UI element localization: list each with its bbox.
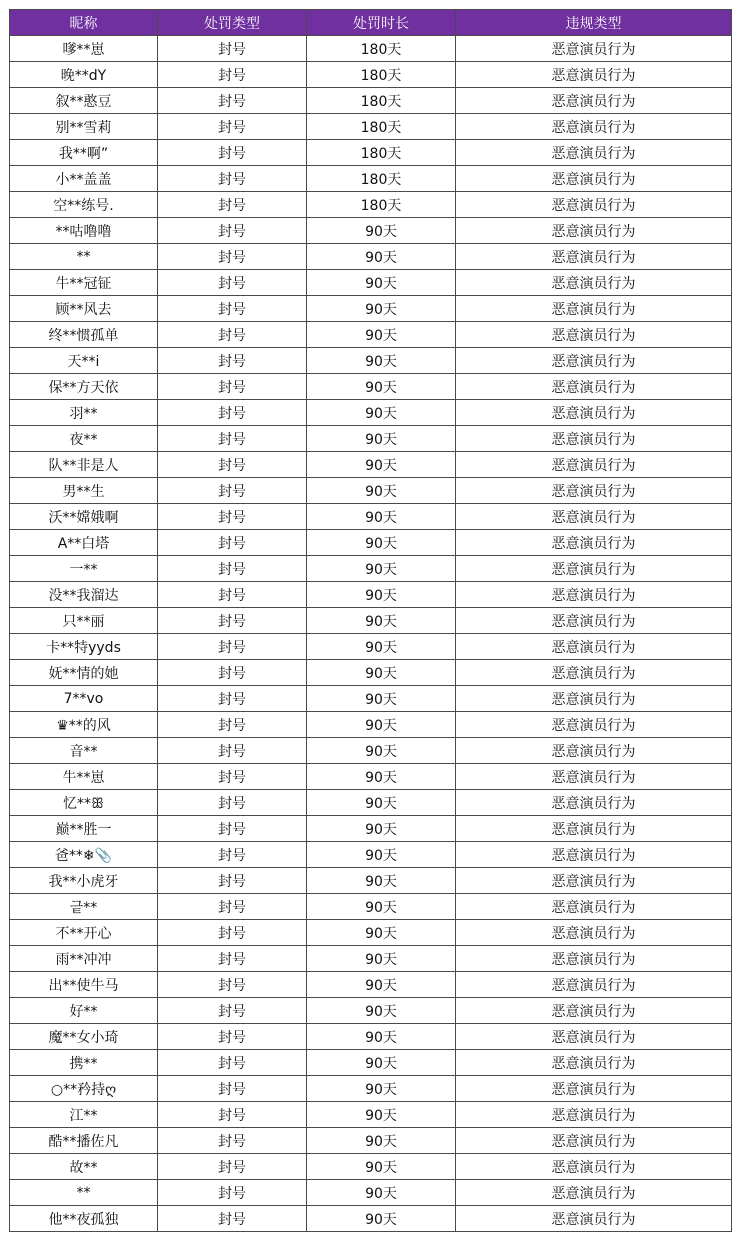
cell-penalty-duration: 90天 bbox=[307, 582, 456, 608]
cell-nickname: 别**雪莉 bbox=[10, 114, 158, 140]
cell-penalty-type: 封号 bbox=[158, 452, 307, 478]
cell-penalty-type: 封号 bbox=[158, 946, 307, 972]
table-row bbox=[10, 1206, 732, 1232]
cell-violation-type: 恶意演员行为 bbox=[456, 62, 732, 88]
cell-violation-type: 恶意演员行为 bbox=[456, 36, 732, 62]
cell-penalty-type: 封号 bbox=[158, 140, 307, 166]
header-violation-type: 违规类型 bbox=[456, 10, 732, 36]
cell-violation-type: 恶意演员行为 bbox=[456, 946, 732, 972]
table-row bbox=[10, 842, 732, 868]
cell-penalty-type: 封号 bbox=[158, 218, 307, 244]
cell-violation-type: 恶意演员行为 bbox=[456, 322, 732, 348]
cell-penalty-type: 封号 bbox=[158, 114, 307, 140]
header-penalty-duration: 处罚时长 bbox=[307, 10, 456, 36]
cell-violation-type: 恶意演员行为 bbox=[456, 166, 732, 192]
cell-violation-type: 恶意演员行为 bbox=[456, 244, 732, 270]
table-row bbox=[10, 790, 732, 816]
cell-penalty-type: 封号 bbox=[158, 88, 307, 114]
cell-nickname: 羽** bbox=[10, 400, 158, 426]
cell-penalty-duration: 90天 bbox=[307, 296, 456, 322]
cell-nickname: 酷**播佐凡 bbox=[10, 1128, 158, 1154]
cell-penalty-type: 封号 bbox=[158, 270, 307, 296]
cell-nickname: A**白塔 bbox=[10, 530, 158, 556]
table-row bbox=[10, 1024, 732, 1050]
cell-penalty-duration: 90天 bbox=[307, 348, 456, 374]
table-row bbox=[10, 712, 732, 738]
cell-penalty-duration: 90天 bbox=[307, 738, 456, 764]
cell-nickname: 空**练号. bbox=[10, 192, 158, 218]
table-row bbox=[10, 920, 732, 946]
cell-penalty-duration: 90天 bbox=[307, 1024, 456, 1050]
cell-penalty-type: 封号 bbox=[158, 400, 307, 426]
cell-penalty-type: 封号 bbox=[158, 478, 307, 504]
cell-nickname: 卡**特yyds bbox=[10, 634, 158, 660]
cell-nickname: **咕噜噜 bbox=[10, 218, 158, 244]
cell-penalty-duration: 180天 bbox=[307, 88, 456, 114]
cell-nickname: 他**夜孤独 bbox=[10, 1206, 158, 1232]
cell-penalty-duration: 90天 bbox=[307, 1050, 456, 1076]
cell-penalty-duration: 90天 bbox=[307, 1154, 456, 1180]
cell-penalty-duration: 180天 bbox=[307, 62, 456, 88]
cell-penalty-duration: 90天 bbox=[307, 322, 456, 348]
cell-violation-type: 恶意演员行为 bbox=[456, 790, 732, 816]
table-row bbox=[10, 36, 732, 62]
cell-penalty-type: 封号 bbox=[158, 634, 307, 660]
table-row bbox=[10, 1102, 732, 1128]
cell-nickname: ♛**的风 bbox=[10, 712, 158, 738]
table-row bbox=[10, 608, 732, 634]
cell-nickname: 晚**dY bbox=[10, 62, 158, 88]
cell-penalty-duration: 90天 bbox=[307, 634, 456, 660]
cell-nickname: 队**非是人 bbox=[10, 452, 158, 478]
cell-violation-type: 恶意演员行为 bbox=[456, 426, 732, 452]
table-row bbox=[10, 894, 732, 920]
cell-violation-type: 恶意演员行为 bbox=[456, 894, 732, 920]
cell-nickname: 小**盖盖 bbox=[10, 166, 158, 192]
cell-penalty-type: 封号 bbox=[158, 894, 307, 920]
cell-violation-type: 恶意演员行为 bbox=[456, 582, 732, 608]
cell-violation-type: 恶意演员行为 bbox=[456, 218, 732, 244]
cell-violation-type: 恶意演员行为 bbox=[456, 270, 732, 296]
cell-nickname: 叙**憨豆 bbox=[10, 88, 158, 114]
cell-nickname: 携** bbox=[10, 1050, 158, 1076]
cell-penalty-duration: 180天 bbox=[307, 166, 456, 192]
cell-penalty-duration: 90天 bbox=[307, 868, 456, 894]
cell-penalty-type: 封号 bbox=[158, 556, 307, 582]
cell-nickname: 江** bbox=[10, 1102, 158, 1128]
cell-nickname: 夜** bbox=[10, 426, 158, 452]
cell-penalty-type: 封号 bbox=[158, 1050, 307, 1076]
cell-violation-type: 恶意演员行为 bbox=[456, 556, 732, 582]
table-row bbox=[10, 322, 732, 348]
header-nickname: 昵称 bbox=[10, 10, 158, 36]
table-row bbox=[10, 426, 732, 452]
cell-penalty-type: 封号 bbox=[158, 920, 307, 946]
cell-penalty-type: 封号 bbox=[158, 816, 307, 842]
table-body bbox=[10, 36, 732, 1232]
cell-nickname: 긑** bbox=[10, 894, 158, 920]
cell-penalty-type: 封号 bbox=[158, 426, 307, 452]
cell-nickname: 爸**❄📎 bbox=[10, 842, 158, 868]
cell-violation-type: 恶意演员行为 bbox=[456, 478, 732, 504]
cell-penalty-type: 封号 bbox=[158, 764, 307, 790]
cell-violation-type: 恶意演员行为 bbox=[456, 452, 732, 478]
table-row bbox=[10, 1076, 732, 1102]
table-row bbox=[10, 452, 732, 478]
cell-nickname: 雨**冲冲 bbox=[10, 946, 158, 972]
cell-penalty-type: 封号 bbox=[158, 36, 307, 62]
cell-violation-type: 恶意演员行为 bbox=[456, 1076, 732, 1102]
cell-penalty-type: 封号 bbox=[158, 582, 307, 608]
cell-penalty-type: 封号 bbox=[158, 192, 307, 218]
table-row bbox=[10, 738, 732, 764]
cell-penalty-duration: 90天 bbox=[307, 1206, 456, 1232]
cell-penalty-duration: 90天 bbox=[307, 374, 456, 400]
cell-nickname: 我**小虎牙 bbox=[10, 868, 158, 894]
penalty-table-container bbox=[9, 9, 731, 1232]
cell-penalty-type: 封号 bbox=[158, 686, 307, 712]
table-row bbox=[10, 816, 732, 842]
cell-violation-type: 恶意演员行为 bbox=[456, 348, 732, 374]
cell-penalty-type: 封号 bbox=[158, 790, 307, 816]
table-row bbox=[10, 270, 732, 296]
cell-penalty-duration: 90天 bbox=[307, 946, 456, 972]
table-row bbox=[10, 1128, 732, 1154]
cell-nickname: 嗲**崽 bbox=[10, 36, 158, 62]
cell-nickname: 天**i bbox=[10, 348, 158, 374]
cell-violation-type: 恶意演员行为 bbox=[456, 738, 732, 764]
table-row bbox=[10, 296, 732, 322]
table-row bbox=[10, 582, 732, 608]
cell-penalty-type: 封号 bbox=[158, 998, 307, 1024]
table-row bbox=[10, 88, 732, 114]
cell-penalty-type: 封号 bbox=[158, 530, 307, 556]
cell-penalty-type: 封号 bbox=[158, 62, 307, 88]
cell-violation-type: 恶意演员行为 bbox=[456, 1154, 732, 1180]
cell-nickname: 牛**冠钲 bbox=[10, 270, 158, 296]
cell-nickname: 保**方天依 bbox=[10, 374, 158, 400]
cell-penalty-type: 封号 bbox=[158, 660, 307, 686]
cell-penalty-duration: 90天 bbox=[307, 1128, 456, 1154]
table-row bbox=[10, 166, 732, 192]
table-row bbox=[10, 140, 732, 166]
cell-violation-type: 恶意演员行为 bbox=[456, 530, 732, 556]
cell-nickname: 忆**ꕥ bbox=[10, 790, 158, 816]
table-header-row bbox=[10, 10, 732, 36]
cell-nickname: 巅**胜一 bbox=[10, 816, 158, 842]
cell-violation-type: 恶意演员行为 bbox=[456, 972, 732, 998]
cell-nickname: 不**开心 bbox=[10, 920, 158, 946]
cell-penalty-type: 封号 bbox=[158, 738, 307, 764]
cell-violation-type: 恶意演员行为 bbox=[456, 816, 732, 842]
table-row bbox=[10, 998, 732, 1024]
table-row bbox=[10, 946, 732, 972]
cell-violation-type: 恶意演员行为 bbox=[456, 296, 732, 322]
cell-penalty-duration: 90天 bbox=[307, 998, 456, 1024]
cell-violation-type: 恶意演员行为 bbox=[456, 374, 732, 400]
cell-penalty-duration: 90天 bbox=[307, 530, 456, 556]
cell-nickname: 终**惯孤单 bbox=[10, 322, 158, 348]
cell-nickname: ○**矜持ღ bbox=[10, 1076, 158, 1102]
table-row bbox=[10, 374, 732, 400]
cell-nickname: 出**使牛马 bbox=[10, 972, 158, 998]
cell-violation-type: 恶意演员行为 bbox=[456, 504, 732, 530]
cell-nickname: 男**生 bbox=[10, 478, 158, 504]
cell-penalty-type: 封号 bbox=[158, 1102, 307, 1128]
cell-penalty-duration: 90天 bbox=[307, 920, 456, 946]
cell-nickname: 魔**女小琦 bbox=[10, 1024, 158, 1050]
cell-penalty-duration: 90天 bbox=[307, 608, 456, 634]
cell-penalty-duration: 180天 bbox=[307, 192, 456, 218]
cell-penalty-type: 封号 bbox=[158, 1024, 307, 1050]
cell-violation-type: 恶意演员行为 bbox=[456, 1102, 732, 1128]
table-row bbox=[10, 556, 732, 582]
cell-violation-type: 恶意演员行为 bbox=[456, 192, 732, 218]
cell-penalty-duration: 90天 bbox=[307, 400, 456, 426]
cell-nickname: 顾**风去 bbox=[10, 296, 158, 322]
cell-nickname: 7**vo bbox=[10, 686, 158, 712]
cell-nickname: 牛**崽 bbox=[10, 764, 158, 790]
cell-penalty-duration: 90天 bbox=[307, 686, 456, 712]
table-row bbox=[10, 192, 732, 218]
cell-penalty-duration: 90天 bbox=[307, 972, 456, 998]
cell-penalty-type: 封号 bbox=[158, 608, 307, 634]
table-row bbox=[10, 244, 732, 270]
cell-nickname: 一** bbox=[10, 556, 158, 582]
cell-nickname: ** bbox=[10, 244, 158, 270]
table-row bbox=[10, 686, 732, 712]
cell-penalty-duration: 90天 bbox=[307, 712, 456, 738]
cell-violation-type: 恶意演员行为 bbox=[456, 868, 732, 894]
cell-violation-type: 恶意演员行为 bbox=[456, 1128, 732, 1154]
cell-penalty-duration: 90天 bbox=[307, 1180, 456, 1206]
cell-penalty-duration: 90天 bbox=[307, 452, 456, 478]
cell-violation-type: 恶意演员行为 bbox=[456, 1024, 732, 1050]
cell-penalty-type: 封号 bbox=[158, 296, 307, 322]
cell-penalty-duration: 90天 bbox=[307, 790, 456, 816]
cell-penalty-type: 封号 bbox=[158, 374, 307, 400]
cell-penalty-type: 封号 bbox=[158, 244, 307, 270]
cell-penalty-duration: 90天 bbox=[307, 504, 456, 530]
cell-penalty-type: 封号 bbox=[158, 166, 307, 192]
cell-penalty-duration: 90天 bbox=[307, 660, 456, 686]
table-row bbox=[10, 634, 732, 660]
cell-nickname: 沃**嫦娥啊 bbox=[10, 504, 158, 530]
cell-violation-type: 恶意演员行为 bbox=[456, 1206, 732, 1232]
table-row bbox=[10, 62, 732, 88]
cell-violation-type: 恶意演员行为 bbox=[456, 608, 732, 634]
cell-violation-type: 恶意演员行为 bbox=[456, 842, 732, 868]
cell-penalty-type: 封号 bbox=[158, 348, 307, 374]
cell-penalty-duration: 90天 bbox=[307, 218, 456, 244]
cell-violation-type: 恶意演员行为 bbox=[456, 140, 732, 166]
cell-penalty-duration: 90天 bbox=[307, 764, 456, 790]
cell-penalty-duration: 180天 bbox=[307, 36, 456, 62]
table-row bbox=[10, 764, 732, 790]
cell-nickname: 妩**情的她 bbox=[10, 660, 158, 686]
cell-penalty-type: 封号 bbox=[158, 504, 307, 530]
table-row bbox=[10, 530, 732, 556]
table-row bbox=[10, 478, 732, 504]
cell-penalty-duration: 90天 bbox=[307, 1102, 456, 1128]
cell-penalty-type: 封号 bbox=[158, 868, 307, 894]
table-row bbox=[10, 114, 732, 140]
cell-penalty-duration: 90天 bbox=[307, 816, 456, 842]
cell-nickname: 我**啊” bbox=[10, 140, 158, 166]
cell-penalty-duration: 90天 bbox=[307, 478, 456, 504]
penalty-table bbox=[9, 9, 732, 1232]
cell-violation-type: 恶意演员行为 bbox=[456, 660, 732, 686]
cell-violation-type: 恶意演员行为 bbox=[456, 400, 732, 426]
cell-violation-type: 恶意演员行为 bbox=[456, 634, 732, 660]
cell-penalty-duration: 90天 bbox=[307, 270, 456, 296]
table-row bbox=[10, 972, 732, 998]
header-penalty-type: 处罚类型 bbox=[158, 10, 307, 36]
cell-violation-type: 恶意演员行为 bbox=[456, 1180, 732, 1206]
cell-penalty-type: 封号 bbox=[158, 1154, 307, 1180]
cell-penalty-duration: 90天 bbox=[307, 244, 456, 270]
cell-violation-type: 恶意演员行为 bbox=[456, 686, 732, 712]
cell-penalty-type: 封号 bbox=[158, 322, 307, 348]
cell-penalty-duration: 90天 bbox=[307, 894, 456, 920]
cell-penalty-duration: 90天 bbox=[307, 1076, 456, 1102]
cell-nickname: 故** bbox=[10, 1154, 158, 1180]
cell-nickname: 好** bbox=[10, 998, 158, 1024]
cell-nickname: 只**丽 bbox=[10, 608, 158, 634]
cell-penalty-type: 封号 bbox=[158, 1180, 307, 1206]
table-row bbox=[10, 868, 732, 894]
table-row bbox=[10, 1154, 732, 1180]
cell-penalty-duration: 90天 bbox=[307, 842, 456, 868]
cell-violation-type: 恶意演员行为 bbox=[456, 764, 732, 790]
cell-violation-type: 恶意演员行为 bbox=[456, 88, 732, 114]
cell-nickname: 音** bbox=[10, 738, 158, 764]
cell-penalty-type: 封号 bbox=[158, 842, 307, 868]
cell-violation-type: 恶意演员行为 bbox=[456, 1050, 732, 1076]
cell-violation-type: 恶意演员行为 bbox=[456, 920, 732, 946]
cell-penalty-duration: 180天 bbox=[307, 140, 456, 166]
cell-violation-type: 恶意演员行为 bbox=[456, 712, 732, 738]
cell-penalty-type: 封号 bbox=[158, 712, 307, 738]
table-row bbox=[10, 218, 732, 244]
cell-penalty-duration: 90天 bbox=[307, 426, 456, 452]
table-row bbox=[10, 400, 732, 426]
cell-penalty-duration: 90天 bbox=[307, 556, 456, 582]
table-row bbox=[10, 504, 732, 530]
cell-penalty-type: 封号 bbox=[158, 972, 307, 998]
cell-violation-type: 恶意演员行为 bbox=[456, 998, 732, 1024]
table-row bbox=[10, 1050, 732, 1076]
cell-violation-type: 恶意演员行为 bbox=[456, 114, 732, 140]
cell-nickname: ** bbox=[10, 1180, 158, 1206]
cell-penalty-duration: 180天 bbox=[307, 114, 456, 140]
table-row bbox=[10, 1180, 732, 1206]
cell-nickname: 没**我溜达 bbox=[10, 582, 158, 608]
table-row bbox=[10, 660, 732, 686]
cell-penalty-type: 封号 bbox=[158, 1076, 307, 1102]
cell-penalty-type: 封号 bbox=[158, 1206, 307, 1232]
table-row bbox=[10, 348, 732, 374]
cell-penalty-type: 封号 bbox=[158, 1128, 307, 1154]
